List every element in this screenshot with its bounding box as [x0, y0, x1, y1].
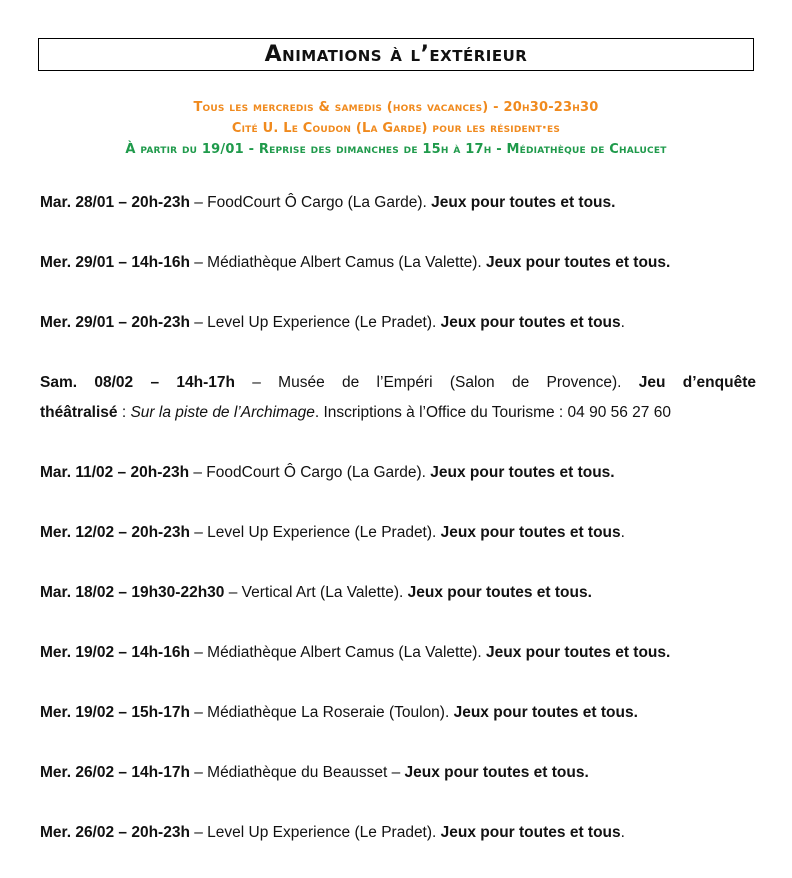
event-title: Sur la piste de l’Archimage [130, 404, 315, 421]
event-date: Mer. 29/01 – 14h-16h [40, 254, 190, 271]
event-punctuation: . [620, 314, 625, 331]
event-date: Mer. 12/02 – 20h-23h [40, 524, 190, 541]
event-activity: Jeux pour toutes et tous. [407, 584, 592, 601]
event-punctuation: . [620, 824, 625, 841]
title-box [38, 38, 754, 71]
event-line-2 [40, 398, 756, 428]
event-activity: Jeux pour toutes et tous [440, 524, 621, 541]
event-date: Mar. 11/02 – 20h-23h [40, 464, 190, 481]
event-date: Sam. 08/02 – 14h-17h [40, 374, 235, 391]
event-place: – Vertical Art (La Valette). [224, 584, 408, 601]
event-item [40, 518, 756, 548]
event-date: Mar. 28/01 – 20h-23h [40, 194, 190, 211]
event-date: Mar. 18/02 – 19h30-22h30 [40, 584, 225, 601]
event-place: – Médiathèque du Beausset – [189, 764, 405, 781]
event-separator: : [117, 404, 131, 421]
event-place: – Level Up Experience (Le Pradet). [189, 314, 441, 331]
event-item [40, 248, 756, 278]
event-place: – FoodCourt Ô Cargo (La Garde). [189, 194, 432, 211]
event-item [40, 458, 756, 488]
event-place: – Level Up Experience (Le Pradet). [189, 524, 441, 541]
event-list [40, 188, 756, 878]
subtitle-residents: Cité U. Le Coudon (La Garde) pour les résident·es [231, 121, 561, 136]
event-item [40, 578, 756, 608]
event-activity: Jeux pour toutes et tous. [453, 704, 638, 721]
event-date: Mer. 19/02 – 15h-17h [40, 704, 190, 721]
event-activity: Jeux pour toutes et tous [440, 824, 621, 841]
event-place: – Médiathèque Albert Camus (La Valette). [189, 254, 487, 271]
event-date: Mer. 26/02 – 20h-23h [40, 824, 190, 841]
event-activity: Jeux pour toutes et tous. [404, 764, 589, 781]
event-item [40, 188, 756, 218]
event-punctuation: . [620, 524, 625, 541]
event-activity: Jeux pour toutes et tous. [486, 254, 671, 271]
subtitle-block [0, 97, 792, 160]
event-activity: Jeu d’enquête [638, 374, 756, 391]
event-place: – Musée de l’Empéri (Salon de Provence). [234, 374, 639, 391]
event-place: – Level Up Experience (Le Pradet). [189, 824, 441, 841]
event-date: Mer. 19/02 – 14h-16h [40, 644, 190, 661]
event-activity: Jeux pour toutes et tous. [431, 194, 616, 211]
subtitle-sundays: À partir du 19/01 - Reprise des dimanches de 15h à 17h - Médiathèque de Chalucet [125, 142, 667, 157]
event-activity-cont: théâtralisé [40, 404, 118, 421]
event-place: – Médiathèque La Roseraie (Toulon). [189, 704, 454, 721]
event-date: Mer. 29/01 – 20h-23h [40, 314, 190, 331]
event-activity: Jeux pour toutes et tous. [430, 464, 615, 481]
event-date: Mer. 26/02 – 14h-17h [40, 764, 190, 781]
subtitle-schedule: Tous les mercredis & samedis (hors vacances) - 20h30-23h30 [193, 100, 599, 115]
event-activity: Jeux pour toutes et tous [440, 314, 621, 331]
event-place: – Médiathèque Albert Camus (La Valette). [189, 644, 487, 661]
event-item [40, 368, 756, 428]
event-details: . Inscriptions à l’Office du Tourisme : 04 90 56 27 60 [314, 404, 671, 421]
event-line-1 [40, 368, 756, 398]
event-activity: Jeux pour toutes et tous. [486, 644, 671, 661]
event-item [40, 758, 756, 788]
event-place: – FoodCourt Ô Cargo (La Garde). [189, 464, 431, 481]
page-title: Animations à l’extérieur [264, 41, 528, 67]
event-item [40, 638, 756, 668]
event-item [40, 308, 756, 338]
event-item [40, 698, 756, 728]
event-item [40, 818, 756, 848]
